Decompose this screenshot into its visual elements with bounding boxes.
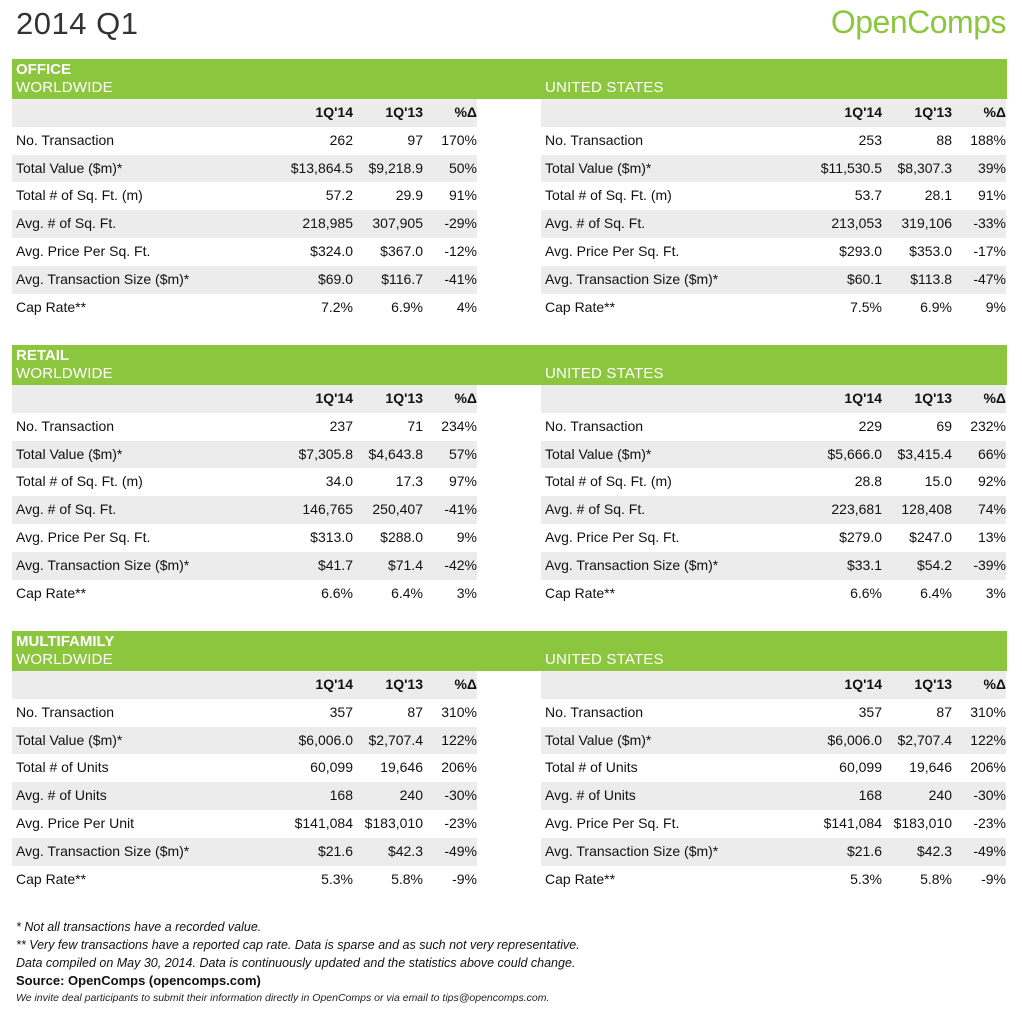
metric-label: Avg. Transaction Size ($m)*	[16, 270, 190, 287]
column-header-1q14: 1Q'14	[315, 390, 353, 406]
table-united-states	[541, 99, 1006, 321]
column-header-1q14: 1Q'14	[844, 104, 882, 120]
metric-label: Avg. Price Per Sq. Ft.	[545, 528, 680, 545]
value-1q14: 223,681	[831, 501, 882, 518]
value-pct-change: 13%	[977, 528, 1006, 545]
section-tables	[12, 671, 1007, 911]
metric-label: No. Transaction	[16, 417, 115, 434]
value-pct-change: -29%	[444, 215, 477, 232]
value-1q13: 19,646	[909, 759, 952, 776]
value-1q13: $183,010	[893, 814, 952, 831]
value-1q13: $71.4	[387, 556, 423, 573]
value-1q13: 6.4%	[920, 584, 952, 601]
value-1q13: 69	[936, 417, 952, 434]
table-united-states	[541, 385, 1006, 607]
metric-label: No. Transaction	[16, 703, 115, 720]
table-row	[541, 810, 1006, 838]
section-band	[12, 345, 1007, 385]
value-pct-change: 3%	[456, 584, 477, 601]
metric-label: Total Value ($m)*	[16, 159, 123, 176]
value-pct-change: -9%	[981, 870, 1006, 887]
value-pct-change: -42%	[444, 556, 477, 573]
table-row	[12, 238, 477, 266]
metric-label: No. Transaction	[545, 131, 644, 148]
table-row	[541, 238, 1006, 266]
value-1q13: 17.3	[395, 473, 423, 490]
value-1q13: 87	[936, 703, 952, 720]
value-pct-change: 234%	[441, 417, 477, 434]
metric-label: Avg. Transaction Size ($m)*	[16, 556, 190, 573]
section-title: RETAIL	[16, 347, 70, 364]
value-1q14: $6,006.0	[827, 731, 882, 748]
section-title: MULTIFAMILY	[16, 633, 115, 650]
table-row	[12, 810, 477, 838]
column-header-pct-change: %Δ	[454, 390, 477, 406]
value-1q13: $113.8	[910, 270, 952, 287]
value-pct-change: 4%	[456, 298, 477, 315]
metric-label: No. Transaction	[545, 417, 644, 434]
value-pct-change: 57%	[448, 445, 477, 462]
value-1q13: 97	[407, 131, 423, 148]
table-header-row	[541, 99, 1006, 127]
value-1q14: 253	[858, 131, 882, 148]
table-header-row	[12, 99, 477, 127]
column-header-1q14: 1Q'14	[844, 390, 882, 406]
table-header-row	[541, 671, 1006, 699]
table-header-row	[12, 385, 477, 413]
value-pct-change: 9%	[456, 528, 477, 545]
value-pct-change: -9%	[452, 870, 477, 887]
table-row	[541, 413, 1006, 441]
value-1q14: 237	[329, 417, 353, 434]
table-row	[12, 127, 477, 155]
metric-label: Total Value ($m)*	[545, 731, 652, 748]
table-united-states	[541, 671, 1006, 893]
value-1q13: $54.2	[916, 556, 952, 573]
table-row	[541, 441, 1006, 469]
value-1q14: $13,864.5	[290, 159, 353, 176]
table-row	[541, 182, 1006, 210]
value-1q14: $141,084	[823, 814, 882, 831]
column-header-pct-change: %Δ	[454, 676, 477, 692]
value-1q14: $60.1	[846, 270, 882, 287]
table-row	[12, 413, 477, 441]
value-1q13: 28.1	[924, 187, 952, 204]
value-1q14: 213,053	[831, 215, 882, 232]
value-1q14: $41.7	[317, 556, 353, 573]
value-1q14: $6,006.0	[298, 731, 353, 748]
table-worldwide	[12, 671, 477, 893]
value-1q14: 6.6%	[321, 584, 353, 601]
region-label-worldwide: WORLDWIDE	[16, 79, 113, 96]
value-pct-change: 97%	[448, 473, 477, 490]
value-1q13: $3,415.4	[897, 445, 952, 462]
value-pct-change: -12%	[444, 242, 477, 259]
value-pct-change: 170%	[441, 131, 477, 148]
table-row	[12, 294, 477, 322]
table-row	[541, 699, 1006, 727]
column-header-1q13: 1Q'13	[914, 390, 952, 406]
value-1q13: 19,646	[380, 759, 423, 776]
value-1q14: 168	[858, 787, 882, 804]
value-1q14: $11,530.5	[820, 159, 882, 176]
value-1q14: $293.0	[839, 242, 882, 259]
metric-label: Cap Rate**	[545, 870, 616, 887]
value-pct-change: 310%	[441, 703, 477, 720]
invite-line: We invite deal participants to submit their information directly in OpenComps or via email to tips@opencomps.com.	[16, 992, 550, 1004]
column-header-pct-change: %Δ	[454, 104, 477, 120]
value-1q14: 5.3%	[321, 870, 353, 887]
value-pct-change: -23%	[444, 814, 477, 831]
value-1q14: $21.6	[846, 842, 882, 859]
metric-label: Avg. Price Per Sq. Ft.	[545, 242, 680, 259]
metric-label: Avg. Price Per Unit	[16, 814, 135, 831]
value-pct-change: 66%	[977, 445, 1006, 462]
value-1q14: 218,985	[302, 215, 353, 232]
metric-label: Avg. Price Per Sq. Ft.	[16, 242, 151, 259]
value-pct-change: -41%	[444, 501, 477, 518]
metric-label: Cap Rate**	[16, 584, 87, 601]
metric-label: Avg. # of Units	[545, 787, 636, 804]
table-row	[12, 496, 477, 524]
table-row	[541, 496, 1006, 524]
value-1q14: $7,305.8	[298, 445, 353, 462]
table-row	[541, 266, 1006, 294]
column-header-1q13: 1Q'13	[385, 676, 423, 692]
value-1q13: 250,407	[372, 501, 423, 518]
table-row	[541, 127, 1006, 155]
table-row	[541, 294, 1006, 322]
table-row	[541, 524, 1006, 552]
metric-label: Avg. Transaction Size ($m)*	[545, 556, 719, 573]
value-1q13: $4,643.8	[368, 445, 423, 462]
value-1q13: $2,707.4	[897, 731, 952, 748]
value-pct-change: 206%	[970, 759, 1006, 776]
column-header-1q14: 1Q'14	[844, 676, 882, 692]
table-row	[541, 468, 1006, 496]
metric-label: Cap Rate**	[545, 584, 616, 601]
metric-label: Total Value ($m)*	[16, 731, 123, 748]
value-pct-change: 92%	[977, 473, 1006, 490]
metric-label: Total # of Sq. Ft. (m)	[16, 473, 143, 490]
table-row	[12, 155, 477, 183]
section-band	[12, 631, 1007, 671]
column-header-1q14: 1Q'14	[315, 104, 353, 120]
table-row	[541, 580, 1006, 608]
table-row	[541, 866, 1006, 894]
value-pct-change: -17%	[973, 242, 1006, 259]
value-1q14: $324.0	[310, 242, 353, 259]
value-1q14: 5.3%	[850, 870, 882, 887]
section-tables	[12, 385, 1007, 625]
region-label-worldwide: WORLDWIDE	[16, 651, 113, 668]
metric-label: No. Transaction	[16, 131, 115, 148]
value-pct-change: 310%	[970, 703, 1006, 720]
value-pct-change: -23%	[973, 814, 1006, 831]
metric-label: Cap Rate**	[16, 298, 87, 315]
value-1q14: 28.8	[854, 473, 882, 490]
column-header-pct-change: %Δ	[983, 104, 1006, 120]
brand-logo: OpenComps	[830, 4, 1006, 40]
table-row	[12, 727, 477, 755]
value-1q13: $8,307.3	[897, 159, 952, 176]
metric-label: Total # of Sq. Ft. (m)	[545, 473, 672, 490]
column-header-pct-change: %Δ	[983, 676, 1006, 692]
metric-label: Avg. Price Per Sq. Ft.	[545, 814, 680, 831]
metric-label: Total Value ($m)*	[545, 159, 652, 176]
metric-label: Total Value ($m)*	[545, 445, 652, 462]
value-pct-change: 39%	[977, 159, 1006, 176]
value-1q14: 168	[329, 787, 353, 804]
table-header-row	[12, 671, 477, 699]
metric-label: Cap Rate**	[16, 870, 87, 887]
metric-label: Avg. # of Sq. Ft.	[16, 501, 117, 518]
column-header-1q13: 1Q'13	[914, 676, 952, 692]
value-1q13: 29.9	[395, 187, 423, 204]
value-pct-change: -41%	[444, 270, 477, 287]
value-pct-change: 3%	[985, 584, 1006, 601]
metric-label: Total # of Units	[545, 759, 638, 776]
value-1q14: 7.2%	[321, 298, 353, 315]
value-1q13: $353.0	[909, 242, 952, 259]
table-worldwide	[12, 385, 477, 607]
table-row	[541, 727, 1006, 755]
value-1q13: 5.8%	[391, 870, 423, 887]
section-office	[12, 59, 1007, 339]
value-1q14: 60,099	[310, 759, 353, 776]
value-pct-change: -49%	[973, 842, 1006, 859]
value-1q14: 60,099	[839, 759, 882, 776]
value-1q13: 6.4%	[391, 584, 423, 601]
value-1q14: 7.5%	[850, 298, 882, 315]
value-1q13: $116.7	[381, 270, 423, 287]
value-1q13: 6.9%	[920, 298, 952, 315]
value-pct-change: 122%	[441, 731, 477, 748]
value-pct-change: 91%	[448, 187, 477, 204]
value-1q13: 6.9%	[391, 298, 423, 315]
metric-label: Total Value ($m)*	[16, 445, 123, 462]
table-row	[541, 782, 1006, 810]
value-1q13: 240	[928, 787, 952, 804]
value-1q13: 15.0	[924, 473, 952, 490]
column-header-pct-change: %Δ	[983, 390, 1006, 406]
value-1q14: 34.0	[325, 473, 353, 490]
value-pct-change: -47%	[973, 270, 1006, 287]
value-1q14: 262	[329, 131, 353, 148]
metric-label: Avg. Transaction Size ($m)*	[16, 842, 190, 859]
value-pct-change: 188%	[970, 131, 1006, 148]
value-1q14: $33.1	[846, 556, 882, 573]
value-pct-change: 206%	[441, 759, 477, 776]
table-row	[12, 699, 477, 727]
table-row	[12, 552, 477, 580]
metric-label: No. Transaction	[545, 703, 644, 720]
metric-label: Avg. Transaction Size ($m)*	[545, 842, 719, 859]
value-1q13: $42.3	[387, 842, 423, 859]
table-worldwide	[12, 99, 477, 321]
metric-label: Total # of Units	[16, 759, 109, 776]
table-row	[12, 524, 477, 552]
table-row	[12, 838, 477, 866]
value-1q14: 146,765	[302, 501, 353, 518]
column-header-1q13: 1Q'13	[385, 390, 423, 406]
section-band	[12, 59, 1007, 99]
footnote-compiled: Data compiled on May 30, 2014. Data is continuously updated and the statistics above could change.	[16, 956, 576, 970]
value-1q13: $288.0	[380, 528, 423, 545]
region-label-worldwide: WORLDWIDE	[16, 365, 113, 382]
metric-label: Cap Rate**	[545, 298, 616, 315]
value-pct-change: -30%	[444, 787, 477, 804]
value-1q14: 229	[858, 417, 882, 434]
value-pct-change: 74%	[977, 501, 1006, 518]
region-label-united-states: UNITED STATES	[545, 365, 664, 382]
table-row	[12, 468, 477, 496]
value-1q14: 357	[329, 703, 353, 720]
section-multifamily	[12, 631, 1007, 911]
metric-label: Total # of Sq. Ft. (m)	[16, 187, 143, 204]
table-row	[12, 441, 477, 469]
value-1q13: 240	[399, 787, 423, 804]
table-row	[12, 210, 477, 238]
value-1q14: 53.7	[854, 187, 882, 204]
table-row	[12, 266, 477, 294]
metric-label: Avg. # of Sq. Ft.	[545, 501, 646, 518]
value-1q14: 357	[858, 703, 882, 720]
value-1q13: $42.3	[916, 842, 952, 859]
region-label-united-states: UNITED STATES	[545, 79, 664, 96]
value-1q13: $2,707.4	[368, 731, 423, 748]
table-row	[541, 552, 1006, 580]
value-pct-change: 50%	[448, 159, 477, 176]
value-pct-change: -30%	[973, 787, 1006, 804]
section-retail	[12, 345, 1007, 625]
table-row	[12, 182, 477, 210]
column-header-1q14: 1Q'14	[315, 676, 353, 692]
table-row	[541, 754, 1006, 782]
metric-label: Avg. # of Sq. Ft.	[16, 215, 117, 232]
table-row	[12, 754, 477, 782]
value-pct-change: 9%	[985, 298, 1006, 315]
value-1q13: 71	[407, 417, 423, 434]
value-pct-change: -49%	[444, 842, 477, 859]
value-pct-change: 91%	[977, 187, 1006, 204]
value-1q13: $9,218.9	[368, 159, 423, 176]
value-1q13: $367.0	[380, 242, 423, 259]
section-title: OFFICE	[16, 61, 71, 78]
metric-label: Avg. Transaction Size ($m)*	[545, 270, 719, 287]
value-1q14: $141,084	[294, 814, 353, 831]
value-1q14: 57.2	[325, 187, 353, 204]
value-pct-change: -39%	[973, 556, 1006, 573]
value-1q14: $5,666.0	[827, 445, 882, 462]
value-1q14: $313.0	[310, 528, 353, 545]
table-row	[541, 210, 1006, 238]
section-tables	[12, 99, 1007, 339]
table-row	[12, 782, 477, 810]
value-1q14: $279.0	[839, 528, 882, 545]
value-pct-change: -33%	[973, 215, 1006, 232]
table-row	[541, 838, 1006, 866]
table-row	[12, 580, 477, 608]
table-row	[541, 155, 1006, 183]
value-1q13: $183,010	[364, 814, 423, 831]
value-1q13: 307,905	[372, 215, 423, 232]
metric-label: Avg. # of Sq. Ft.	[545, 215, 646, 232]
footnote-cap-rate: ** Very few transactions have a reported cap rate. Data is sparse and as such not very representative.	[16, 938, 580, 952]
metric-label: Avg. # of Units	[16, 787, 107, 804]
metric-label: Total # of Sq. Ft. (m)	[545, 187, 672, 204]
value-1q13: $247.0	[909, 528, 952, 545]
region-label-united-states: UNITED STATES	[545, 651, 664, 668]
table-header-row	[541, 385, 1006, 413]
value-1q13: 319,106	[901, 215, 952, 232]
value-1q13: 87	[407, 703, 423, 720]
value-1q13: 88	[936, 131, 952, 148]
footnote-value: * Not all transactions have a recorded value.	[16, 920, 262, 934]
column-header-1q13: 1Q'13	[914, 104, 952, 120]
value-1q13: 128,408	[901, 501, 952, 518]
metric-label: Avg. Price Per Sq. Ft.	[16, 528, 151, 545]
footer	[16, 918, 1006, 1006]
source-line: Source: OpenComps (opencomps.com)	[16, 973, 261, 988]
value-1q13: 5.8%	[920, 870, 952, 887]
value-pct-change: 232%	[970, 417, 1006, 434]
column-header-1q13: 1Q'13	[385, 104, 423, 120]
value-1q14: 6.6%	[850, 584, 882, 601]
page-title: 2014 Q1	[16, 6, 139, 41]
value-1q14: $69.0	[317, 270, 353, 287]
value-pct-change: 122%	[970, 731, 1006, 748]
page-header	[16, 0, 1006, 48]
table-row	[12, 866, 477, 894]
value-1q14: $21.6	[317, 842, 353, 859]
